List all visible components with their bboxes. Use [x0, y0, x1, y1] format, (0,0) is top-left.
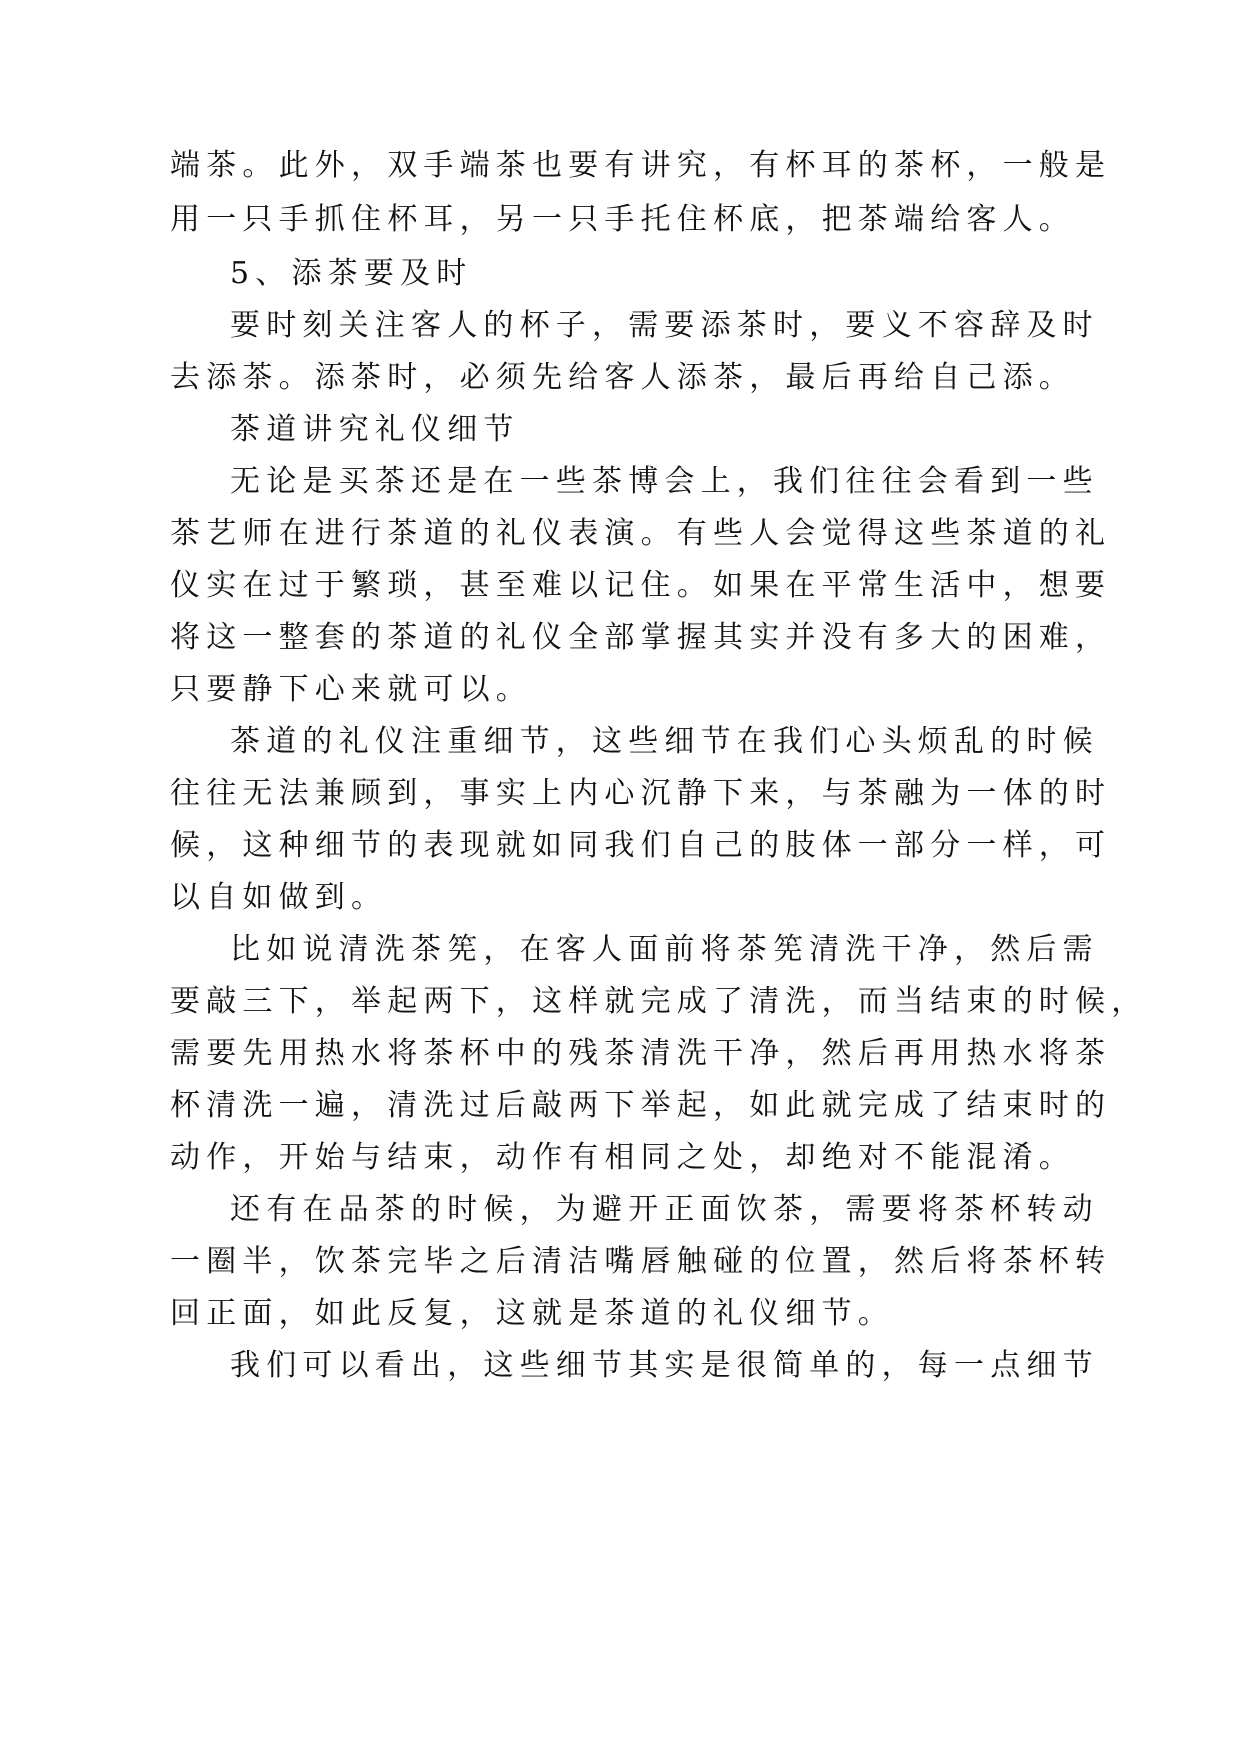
text-line: 去添茶。添茶时，必须先给客人添茶，最后再给自己添。: [170, 360, 1075, 395]
text-line: 我们可以看出，这些细节其实是很简单的，每一点细节: [230, 1348, 1099, 1383]
text-line: 仪实在过于繁琐，甚至难以记住。如果在平常生活中，想要: [170, 568, 1112, 603]
text-line: 茶道的礼仪注重细节，这些细节在我们心头烦乱的时候: [230, 724, 1099, 759]
text-line: 以自如做到。: [170, 880, 388, 915]
text-line: 要时刻关注客人的杯子，需要添茶时，要义不容辞及时: [230, 308, 1099, 343]
text-line: 无论是买茶还是在一些茶博会上，我们往往会看到一些: [230, 464, 1099, 499]
text-line: 要敲三下，举起两下，这样就完成了清洗，而当结束的时候，: [170, 984, 1148, 1019]
text-line: 端茶。此外，双手端茶也要有讲究，有杯耳的茶杯，一般是: [170, 148, 1112, 183]
text-line: 需要先用热水将茶杯中的残茶清洗干净，然后再用热水将茶: [170, 1036, 1112, 1071]
text-line: 回正面，如此反复，这就是茶道的礼仪细节。: [170, 1296, 894, 1331]
text-line: 茶艺师在进行茶道的礼仪表演。有些人会觉得这些茶道的礼: [170, 516, 1112, 551]
text-line: 动作，开始与结束，动作有相同之处，却绝对不能混淆。: [170, 1140, 1075, 1175]
text-line: 还有在品茶的时候，为避开正面饮茶，需要将茶杯转动: [230, 1192, 1099, 1227]
text-line: 比如说清洗茶筅，在客人面前将茶筅清洗干净，然后需: [230, 932, 1099, 967]
section-heading: 茶道讲究礼仪细节: [230, 412, 520, 447]
text-line: 用一只手抓住杯耳，另一只手托住杯底，把茶端给客人。: [170, 202, 1075, 237]
text-line: 将这一整套的茶道的礼仪全部掌握其实并没有多大的困难，: [170, 620, 1112, 655]
text-line: 往往无法兼顾到，事实上内心沉静下来，与茶融为一体的时: [170, 776, 1112, 811]
text-line: 杯清洗一遍，清洗过后敲两下举起，如此就完成了结束时的: [170, 1088, 1112, 1123]
text-line: 只要静下心来就可以。: [170, 672, 532, 707]
section-heading: 5、添茶要及时: [230, 256, 473, 291]
text-line: 候，这种细节的表现就如同我们自己的肢体一部分一样，可: [170, 828, 1112, 863]
text-line: 一圈半，饮茶完毕之后清洁嘴唇触碰的位置，然后将茶杯转: [170, 1244, 1112, 1279]
